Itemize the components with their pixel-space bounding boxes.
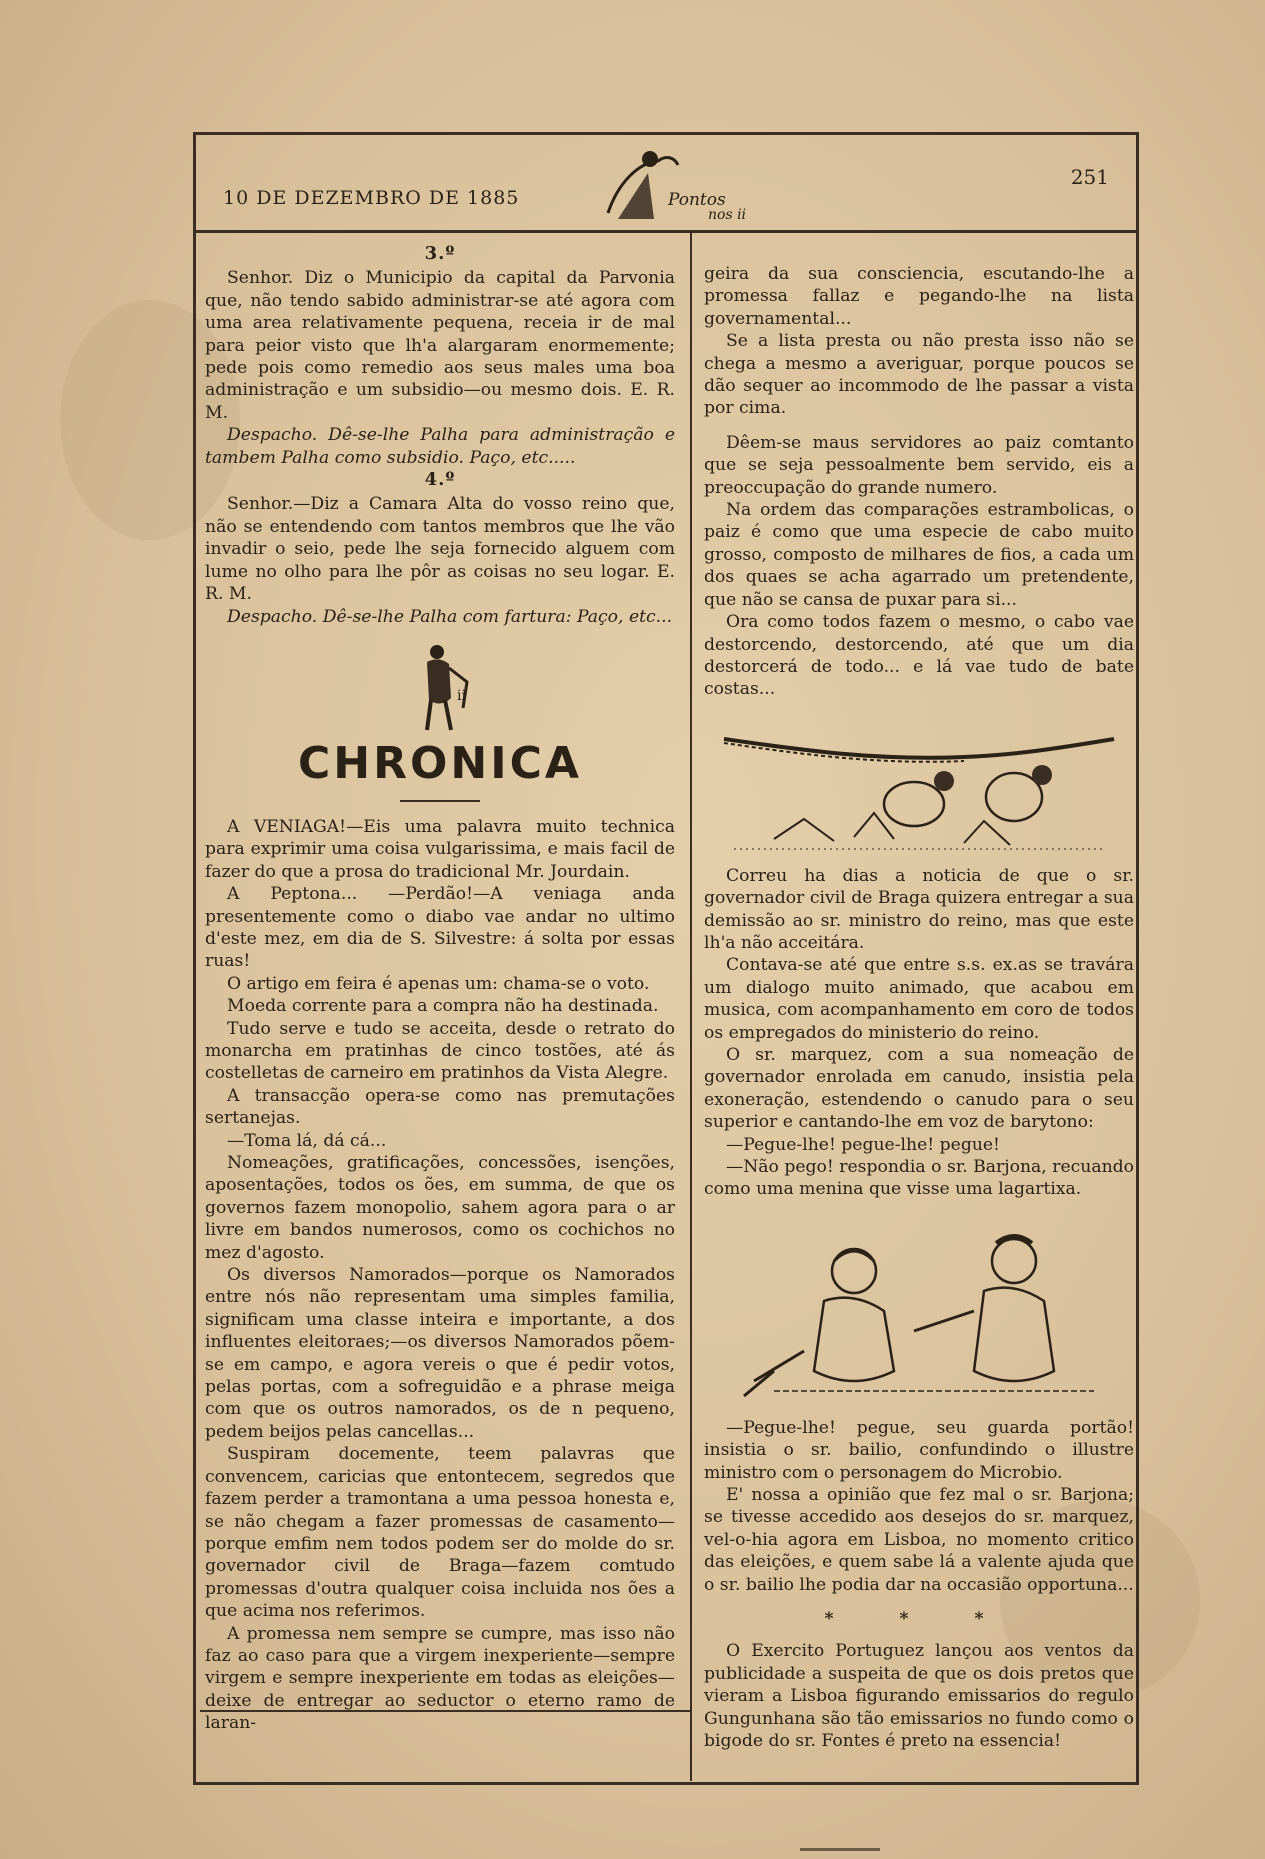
title-rule	[400, 800, 480, 802]
petition-paragraph: Senhor. Diz o Municipio da capital da Parvonia que, não tendo sabido administrar-se até agora com uma area relativamente pequena, receia ir de mal para peior visto que lh'a alargaram enormemente; pede pois como remedio aos seus males uma boa administração e um subsidio—ou mesmo dois. E. R. M.	[205, 268, 675, 423]
chronica-paragraph: O Exercito Portuguez lançou aos ventos da publicidade a suspeita de que os dois pretos que vieram a Lisboa figurando emissarios do regulo Gungunhana são tão emissarios no fundo como o bigode do sr. Fontes é preto na essencia!	[704, 1641, 1134, 1752]
chronica-paragraph: Moeda corrente para a compra não ha destinada.	[227, 996, 659, 1017]
chronica-paragraph: A promessa nem sempre se cumpre, mas isso não faz ao caso para que a virgem inexperiente—sempre virgem e sempre inexperiente em todas as eleições—deixe de entregar ao seductor o eterno ramo de laran-	[205, 1623, 675, 1734]
svg-text:Pontos: Pontos	[668, 190, 726, 210]
section-separator-stars: * * *	[824, 1609, 1014, 1630]
svg-text:nos ii: nos ii	[708, 207, 747, 223]
jester-illustration	[405, 638, 475, 738]
section-number: 4.º	[424, 469, 456, 491]
chronica-paragraph: Nomeações, gratificações, concessões, isenções, aposentações, todos os ões, em summa, de que os governos fazem monopolio, sahem agora para o ar livre em bandos numerosos, como os cochichos no mez d'agosto.	[205, 1153, 675, 1263]
masthead-logo	[588, 143, 747, 225]
chronica-paragraph: O sr. marquez, com a sua nomeação de governador enrolada em canudo, insistia pela exoneração, estendendo o canudo para o seu superior e cantando-lhe em voz de barytono:	[704, 1044, 1134, 1133]
chronica-paragraph: Os diversos Namorados—porque os Namorados entre nós não representam uma simples familia, significam uma classe inteira e importante, a dos influentes eleitoraes;—os diversos Namorados põem-se em campo, e agora vereis o que é pedir votos, pelas portas, com a sofreguidão e a phrase meiga com que os outros namorados, os de n pequeno, pedem beijos pelas cancellas...	[205, 1265, 675, 1442]
chronica-paragraph: geira da sua consciencia, escutando-lhe a promessa fallaz e pegando-lhe na lista governamental...	[704, 264, 1134, 329]
column-divider	[690, 233, 692, 1781]
chronica-paragraph: Se a lista presta ou não presta isso não se chega a mesmo a averiguar, porque poucos se dão sequer ao incommodo de lhe passar a vista por cima.	[704, 331, 1134, 419]
despacho-paragraph: Despacho. Dê-se-lhe Palha com fartura: Paço, etc...	[227, 606, 673, 627]
chronica-paragraph: O artigo em feira é apenas um: chama-se o voto.	[227, 973, 650, 994]
rope-pulling-cartoon	[714, 709, 1124, 859]
chronica-title: CHRONICA	[298, 737, 582, 789]
chronica-heading-block	[205, 738, 675, 802]
chronica-paragraph: A VENIAGA!—Eis uma palavra muito technica para exprimir uma coisa vulgarissima, e mais facil de fazer do que a prosa do tradicional Mr. Jourdain.	[205, 816, 675, 882]
dialogue-line: —Não pego! respondia o sr. Barjona, recuando como uma menina que visse uma lagartixa.	[704, 1157, 1134, 1200]
chronica-paragraph: Contava-se até que entre s.s. ex.as se travára um dialogo muito animado, que acabou em musica, com acompanhamento em coro de todos os empregados do ministerio do reino.	[704, 955, 1134, 1043]
chronica-paragraph: Ora como todos fazem o mesmo, o cabo vae destorcendo, destorcendo, até que um dia destorcerá de todo... e lá vae tudo de bate costas...	[704, 612, 1134, 700]
two-officials-cartoon	[714, 1221, 1124, 1411]
bottom-print-mark	[800, 1848, 880, 1851]
chronica-paragraph: Tudo serve e tudo se acceita, desde o retrato do monarcha em pratinhas de cinco tostões, até ás costelletas de carneiro em pratinhos da Vista Alegre.	[205, 1018, 675, 1084]
chronica-paragraph: E' nossa a opinião que fez mal o sr. Barjona; se tivesse accedido aos desejos do sr. marquez, vel-o-hia agora em Lisboa, no momento critico das eleições, e quem sabe lá a valente ajuda que o sr. bailio lhe podia dar na occasião opportuna...	[704, 1485, 1134, 1595]
page-number: 251	[1070, 165, 1109, 189]
chronica-paragraph: A Peptona... —Perdão!—A veniaga anda presentemente como o diabo vae andar no ultimo d'este mez, em dia de S. Silvestre: á solta por essas ruas!	[205, 884, 675, 972]
petition-paragraph: Senhor.—Diz a Camara Alta do vosso reino que, não se entendendo com tantos membros que lhe vão invadir o seio, pede lhe seja fornecido alguem com lume no olho para lhe pôr as coisas no seu logar. E. R. M.	[205, 494, 675, 605]
chronica-paragraph: Correu ha dias a noticia de que o sr. governador civil de Braga quizera entregar a sua demissão ao sr. ministro do reino, mas que este lh'a não acceitára.	[704, 865, 1134, 953]
svg-text:ii: ii	[457, 687, 466, 704]
page-header	[193, 135, 1139, 231]
section-number: 3.º	[424, 243, 456, 264]
chronica-paragraph: Na ordem das comparações estrambolicas, o paiz é como que uma especie de cabo muito grosso, composto de milhares de fios, a cada um dos quaes se acha agarrado um pretendente, que não se cansa de puxar para si...	[704, 500, 1134, 610]
header-rule	[193, 230, 1139, 233]
chronica-paragraph: —Toma lá, dá cá...	[227, 1130, 387, 1151]
left-column	[205, 243, 675, 1735]
despacho-paragraph: Despacho. Dê-se-lhe Palha para administração e tambem Palha como subsidio. Paço, etc.....	[205, 425, 675, 468]
chronica-paragraph: Suspiram docemente, teem palavras que convencem, caricias que entontecem, segredos que fazem perder a tramontana a uma pessoa honesta e, se não chegam a fazer promessas de casamento—porque emfim nem todos podem ser do molde do sr. governador civil de Braga—fazem comtudo promessas d'outra qualquer coisa incluida nos ões a que acima nos referimos.	[205, 1444, 675, 1622]
chronica-paragraph: Dêem-se maus servidores ao paiz comtanto que se seja pessoalmente bem servido, eis a preoccupação do grande numero.	[704, 432, 1134, 498]
header-date: 10 DE DEZEMBRO DE 1885	[223, 187, 520, 209]
right-column	[704, 263, 1134, 1753]
chronica-paragraph: —Pegue-lhe! pegue, seu guarda portão! insistia o sr. bailio, confundindo o illustre ministro com o personagem do Microbio.	[704, 1417, 1134, 1483]
dialogue-line: —Pegue-lhe! pegue-lhe! pegue!	[726, 1134, 1000, 1155]
chronica-paragraph: A transacção opera-se como nas premutações sertanejas.	[205, 1085, 675, 1129]
